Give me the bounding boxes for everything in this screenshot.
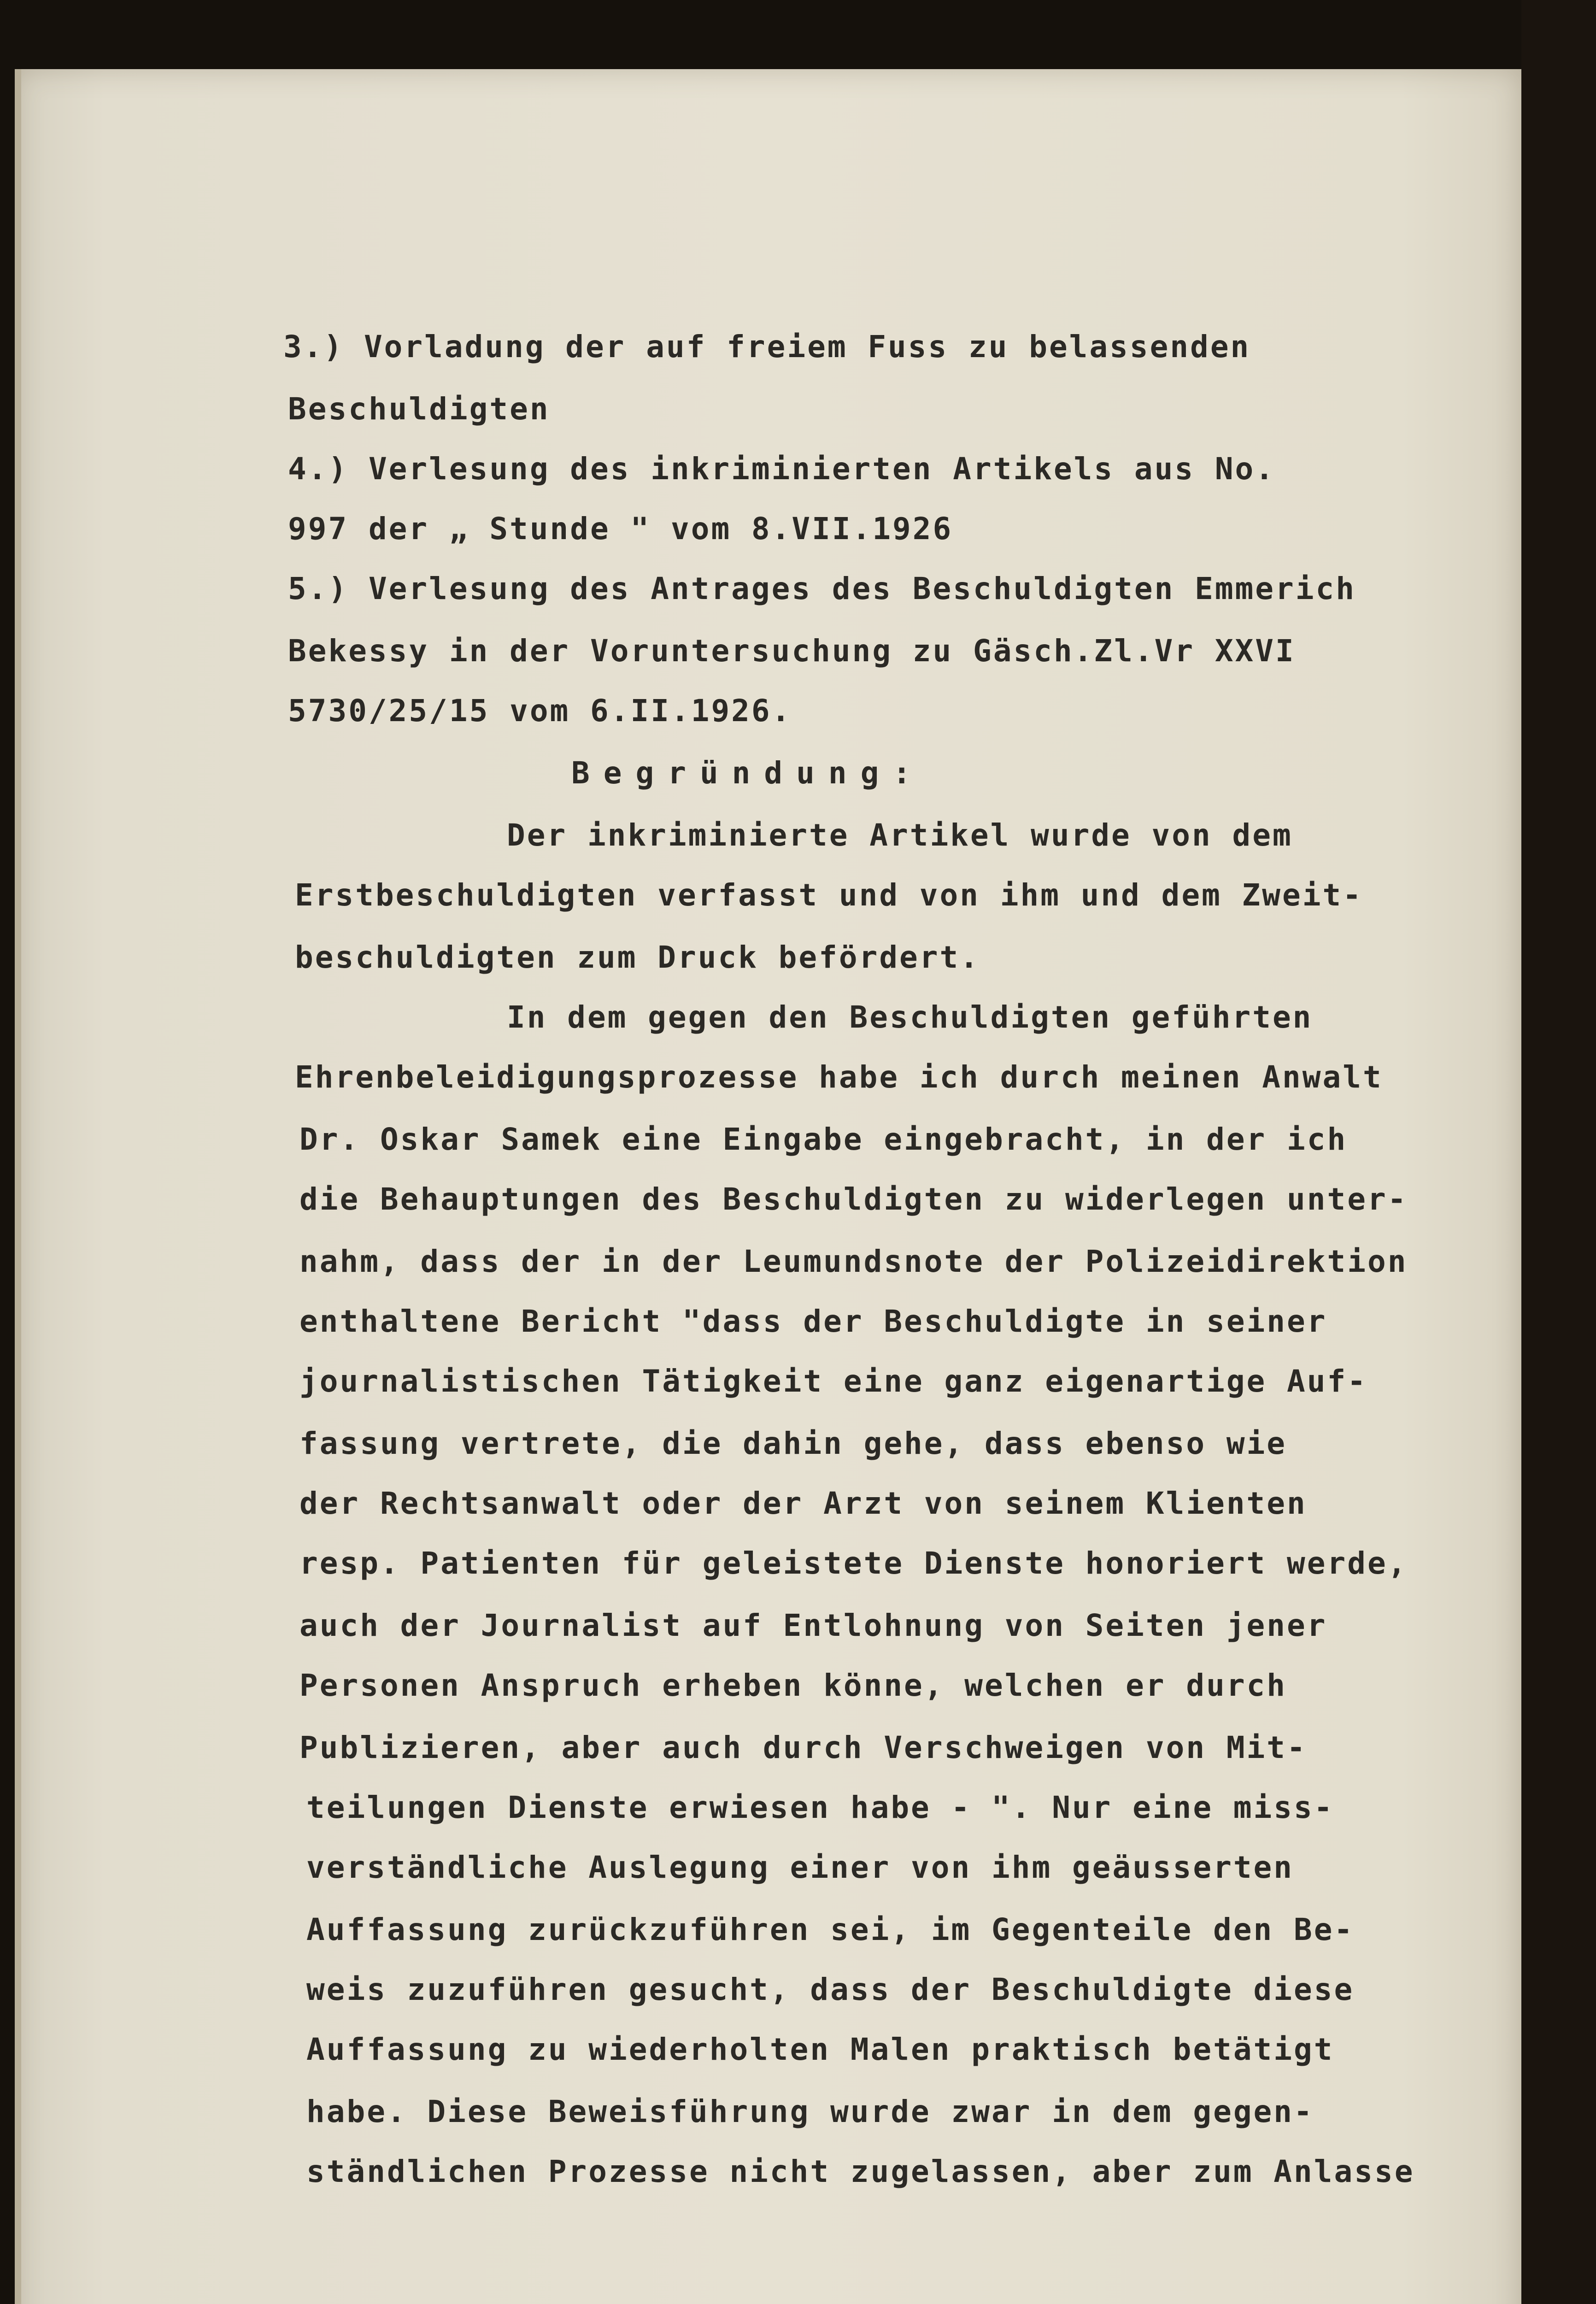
text-line: der Rechtsanwalt oder der Arzt von seinem Klienten — [299, 1486, 1307, 1521]
text-line: Publizieren, aber auch durch Verschweigen von Mit- — [299, 1730, 1307, 1765]
text-line: Dr. Oskar Samek eine Eingabe eingebracht, in der ich — [299, 1122, 1348, 1157]
text-line: Bekessy in der Voruntersuchung zu Gäsch.Zl.Vr XXVI — [288, 633, 1296, 669]
text-line: weis zuzuführen gesucht, dass der Beschuldigte diese — [306, 1972, 1355, 2007]
text-line: Der inkriminierte Artikel wurde von dem — [507, 817, 1293, 853]
text-line: beschuldigten zum Druck befördert. — [295, 940, 980, 975]
text-line: 5.) Verlesung des Antrages des Beschuldigten Emmerich — [288, 571, 1356, 606]
text-line: 997 der „ Stunde " vom 8.VII.1926 — [288, 511, 953, 547]
text-line: enthaltene Bericht "dass der Beschuldigte in seiner — [299, 1304, 1327, 1339]
text-line: Personen Anspruch erheben könne, welchen er durch — [299, 1668, 1287, 1703]
text-line: habe. Diese Beweisführung wurde zwar in dem gegen- — [306, 2094, 1314, 2129]
text-line: 3.) Vorladung der auf freiem Fuss zu belassenden — [283, 329, 1251, 364]
text-line: Auffassung zurückzuführen sei, im Gegenteile den Be- — [306, 1912, 1355, 1947]
text-line: 5730/25/15 vom 6.II.1926. — [288, 693, 792, 729]
text-line: Beschuldigten — [288, 391, 550, 427]
text-line: Auffassung zu wiederholten Malen praktisch betätigt — [306, 2032, 1334, 2067]
text-line: 4.) Verlesung des inkriminierten Artikels aus No. — [288, 451, 1276, 487]
text-line: die Behauptungen des Beschuldigten zu widerlegen unter- — [299, 1181, 1408, 1217]
text-line: resp. Patienten für geleistete Dienste honoriert werde, — [299, 1546, 1408, 1581]
text-line: In dem gegen den Beschuldigten geführten — [507, 999, 1313, 1035]
text-line: Ehrenbeleidigungsprozesse habe ich durch meinen Anwalt — [295, 1059, 1383, 1095]
text-line: Erstbeschuldigten verfasst und von ihm und dem Zweit- — [295, 877, 1363, 913]
text-line: auch der Journalist auf Entlohnung von Seiten jener — [299, 1608, 1327, 1643]
text-line: verständliche Auslegung einer von ihm geäusserten — [306, 1850, 1294, 1885]
text-line: journalistischen Tätigkeit eine ganz eigenartige Auf- — [299, 1364, 1367, 1399]
text-line: fassung vertrete, die dahin gehe, dass ebenso wie — [299, 1426, 1287, 1461]
text-line: nahm, dass der in der Leumundsnote der Polizeidirektion — [299, 1244, 1408, 1279]
text-line: teilungen Dienste erwiesen habe - ". Nur eine miss- — [306, 1790, 1334, 1825]
text-line: ständlichen Prozesse nicht zugelassen, aber zum Anlasse — [306, 2154, 1415, 2189]
section-heading: Begründung: — [571, 755, 925, 791]
